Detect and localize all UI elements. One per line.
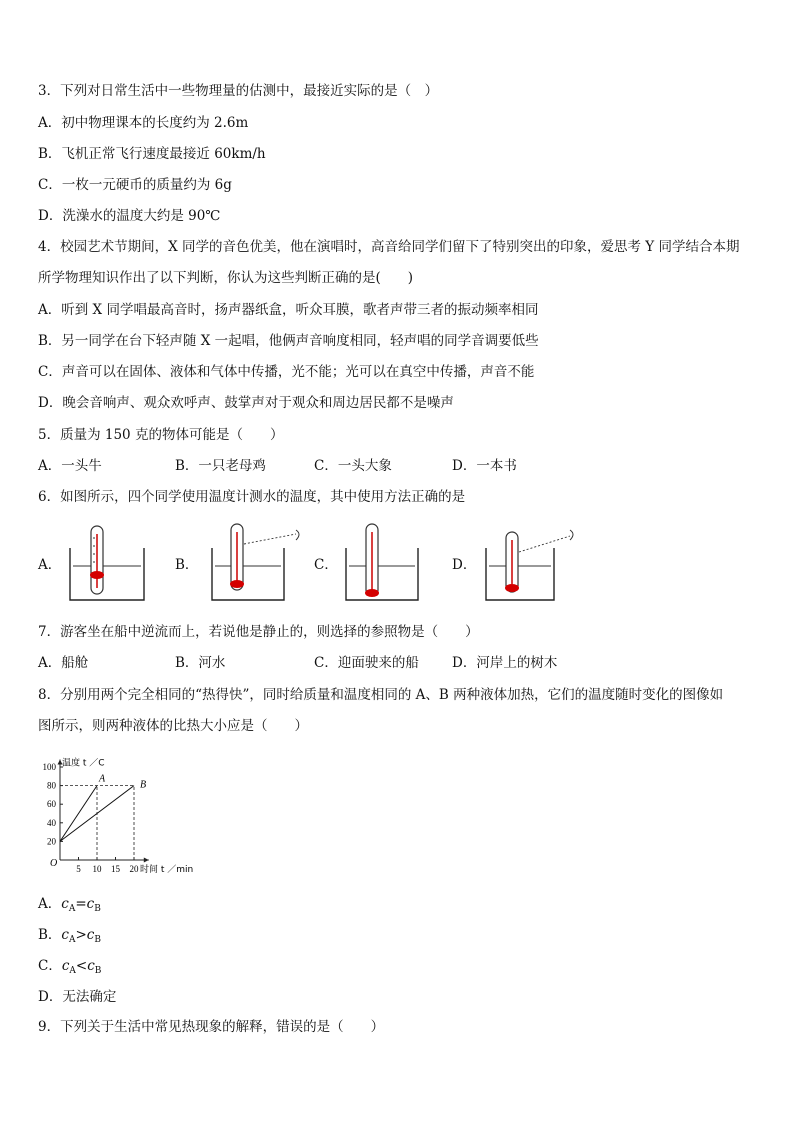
q4-stem-line2: 所学物理知识作出了以下判断，你认为这些判断正确的是( ) bbox=[38, 270, 414, 286]
series-label-a: A bbox=[99, 773, 106, 785]
q7-option-d: D．河岸上的树木 bbox=[452, 655, 558, 671]
thermometer-figure-b bbox=[204, 522, 314, 608]
series-label-b: B bbox=[140, 779, 147, 791]
q6-figures bbox=[38, 522, 758, 608]
q3-stem: 3．下列对日常生活中一些物理量的估测中，最接近实际的是（ ） bbox=[38, 83, 439, 99]
q7-option-a: A．船舱 bbox=[38, 655, 89, 671]
y-tick-label: 60 bbox=[47, 799, 56, 810]
x-tick-label: 10 bbox=[92, 864, 102, 874]
temperature-time-chart bbox=[28, 744, 218, 884]
x-axis-label: 时间 t ／min bbox=[140, 865, 194, 875]
q5-option-a: A．一头牛 bbox=[38, 458, 102, 474]
y-tick-label: 20 bbox=[47, 836, 56, 847]
q8-option-b: B．$c_A>c_B$ bbox=[38, 927, 101, 945]
q6-label-a: A． bbox=[38, 557, 62, 573]
series-line-a bbox=[60, 786, 97, 842]
q4-option-a: A．听到 X 同学唱最高音时，扬声器纸盒，听众耳膜，歌者声带三者的振动频率相同 bbox=[38, 302, 539, 318]
q6-label-b: B． bbox=[175, 557, 199, 573]
origin-label: O bbox=[50, 858, 58, 869]
thermometer-figure-a bbox=[62, 522, 152, 608]
y-tick-label: 100 bbox=[42, 762, 56, 772]
q3-option-b: B．飞机正常飞行速度最接近 60km/h bbox=[38, 146, 266, 162]
thermometer-figure-c bbox=[338, 522, 428, 608]
q5-option-c: C．一头大象 bbox=[314, 458, 392, 474]
y-axis-label: 温度 t ／C bbox=[62, 758, 105, 769]
q6-label-c: C． bbox=[314, 557, 338, 573]
x-tick-label: 15 bbox=[111, 864, 120, 874]
eye-icon bbox=[296, 530, 299, 540]
q4-option-d: D．晚会音响声、观众欢呼声、鼓掌声对于观众和周边居民都不是噪声 bbox=[38, 395, 454, 411]
q3-option-a: A．初中物理课本的长度约为 2.6m bbox=[38, 115, 249, 131]
q6-label-d: D． bbox=[452, 557, 477, 573]
q9-stem: 9．下列关于生活中常见热现象的解释，错误的是（ ） bbox=[38, 1019, 385, 1035]
thermometer-figure-d bbox=[478, 522, 588, 608]
eye-icon bbox=[570, 530, 573, 540]
q7-stem: 7．游客坐在船中逆流而上，若说他是静止的，则选择的参照物是（ ） bbox=[38, 624, 479, 640]
q5-stem: 5．质量为 150 克的物体可能是（ ） bbox=[38, 427, 284, 443]
q5-option-b: B．一只老母鸡 bbox=[175, 458, 266, 474]
q8-stem-line2: 图所示，则两种液体的比热大小应是（ ） bbox=[38, 718, 308, 734]
q8-option-d: D．无法确定 bbox=[38, 989, 117, 1005]
q3-option-c: C．一枚一元硬币的质量约为 6g bbox=[38, 177, 232, 193]
y-tick-label: 40 bbox=[47, 817, 56, 828]
q4-stem-line1: 4．校园艺术节期间，X 同学的音色优美，他在演唱时，高音给同学们留下了特别突出的印象，爱思考 Y 同学结合本期 bbox=[38, 239, 740, 255]
q8-option-a: A．$c_A=c_B$ bbox=[38, 896, 101, 914]
x-axis-arrow bbox=[144, 858, 149, 863]
q8-stem-line1: 8．分别用两个完全相同的“热得快”，同时给质量和温度相同的 A、B 两种液体加热，它们的温度随时变化的图像如 bbox=[38, 687, 724, 703]
x-tick-label: 5 bbox=[76, 864, 81, 874]
q6-stem: 6．如图所示，四个同学使用温度计测水的温度，其中使用方法正确的是 bbox=[38, 489, 466, 505]
q8-option-c: C．$c_A<c_B$ bbox=[38, 958, 102, 976]
y-tick-label: 80 bbox=[47, 780, 56, 791]
x-tick-label: 20 bbox=[129, 864, 139, 874]
q3-option-d: D．洗澡水的温度大约是 90℃ bbox=[38, 208, 221, 224]
q4-option-c: C．声音可以在固体、液体和气体中传播，光不能；光可以在真空中传播，声音不能 bbox=[38, 364, 535, 380]
q5-option-d: D．一本书 bbox=[452, 458, 517, 474]
q4-option-b: B．另一同学在台下轻声随 X 一起唱，他俩声音响度相同，轻声唱的同学音调要低些 bbox=[38, 333, 539, 349]
q7-option-c: C．迎面驶来的船 bbox=[314, 655, 419, 671]
q7-option-b: B．河水 bbox=[175, 655, 226, 671]
